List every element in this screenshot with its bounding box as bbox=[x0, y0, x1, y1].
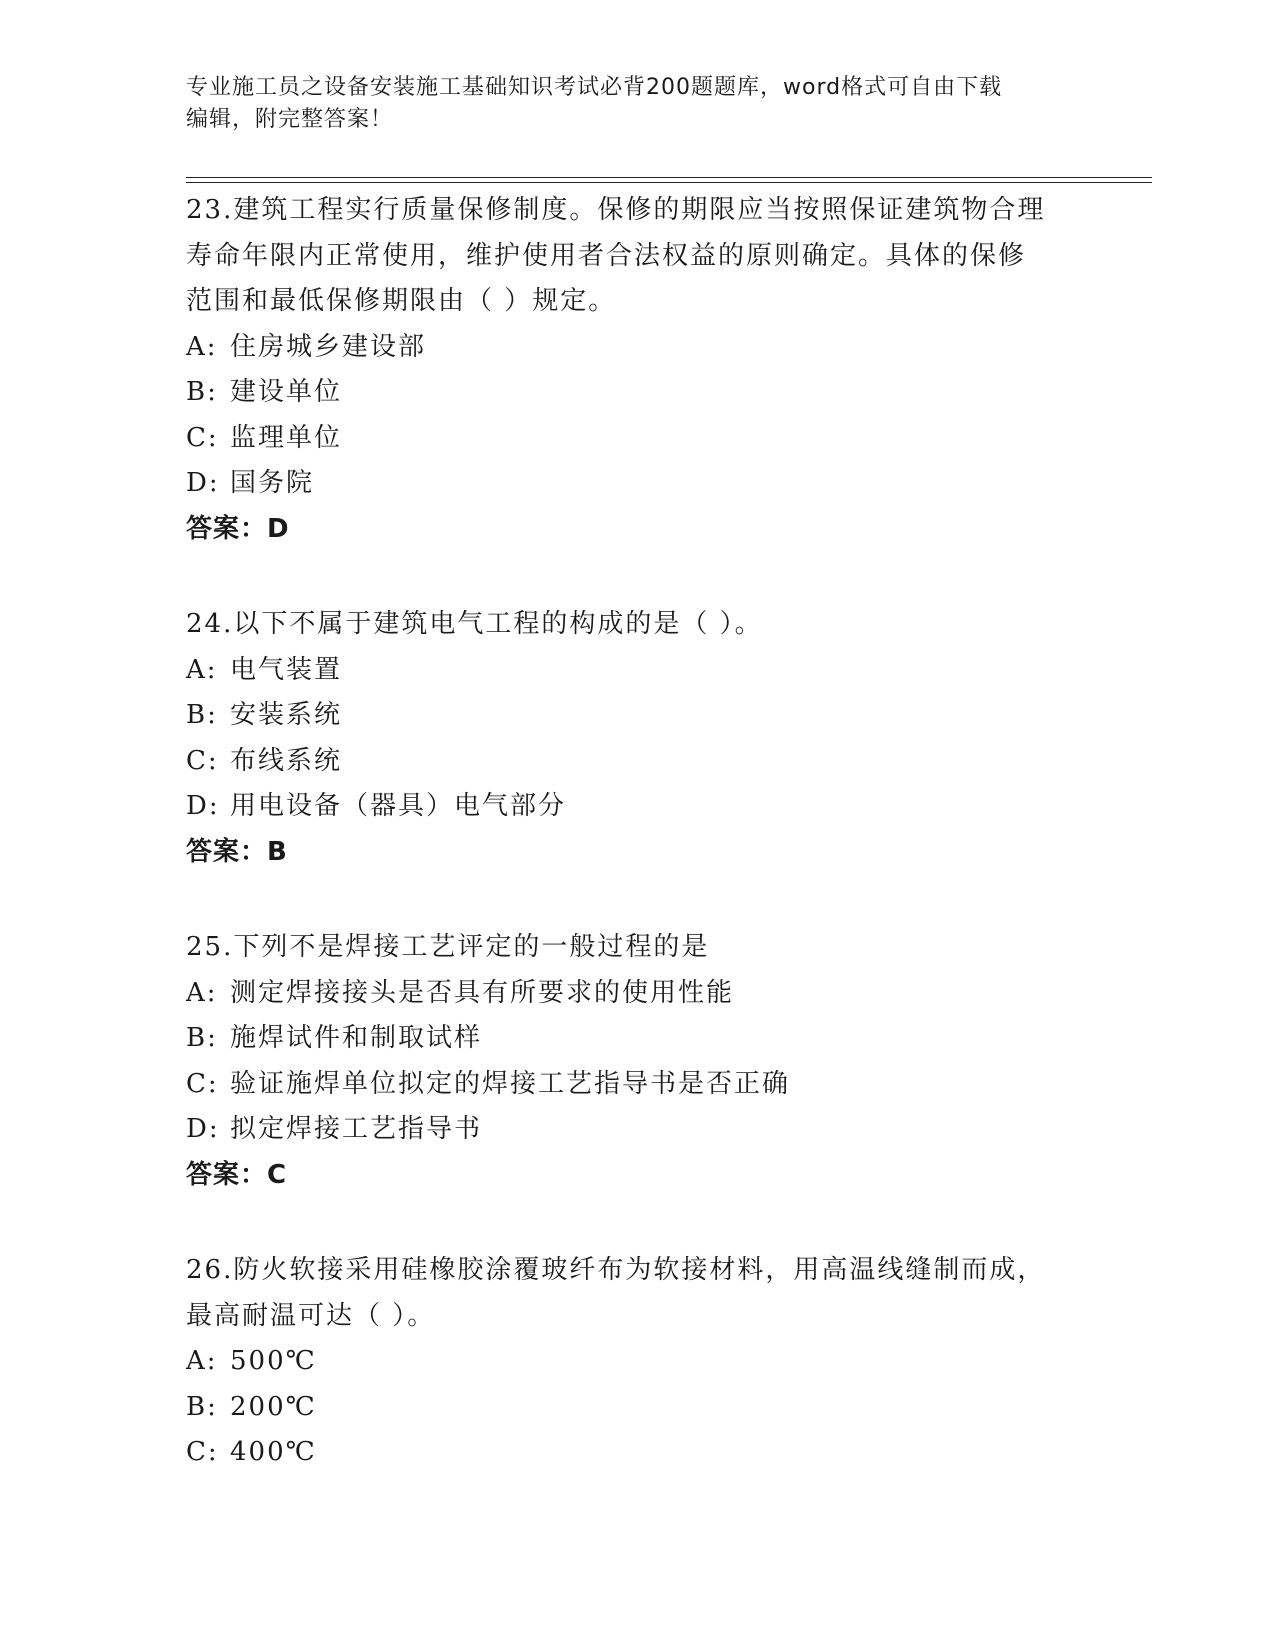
option-text: 电气装置 bbox=[230, 654, 343, 685]
document-header bbox=[186, 72, 1066, 136]
option-letter: B: bbox=[186, 1023, 218, 1053]
option-text: 用电设备（器具）电气部分 bbox=[230, 791, 567, 821]
option-text: 安装系统 bbox=[230, 700, 343, 730]
option-text: 验证施焊单位拟定的焊接工艺指导书是否正确 bbox=[230, 1068, 791, 1099]
option-letter: D: bbox=[186, 468, 220, 498]
option-d bbox=[186, 1107, 1086, 1153]
option-letter: C: bbox=[186, 1437, 219, 1467]
option-letter: A: bbox=[186, 331, 218, 362]
option-text: 500℃ bbox=[230, 1346, 317, 1376]
answer-line: 答案：B bbox=[186, 836, 288, 867]
option-a bbox=[186, 1339, 1086, 1385]
stem-line: 最高耐温可达（ ）。 bbox=[186, 1300, 436, 1331]
option-b bbox=[186, 1385, 1086, 1431]
option-text: 400℃ bbox=[230, 1437, 317, 1467]
option-letter: B: bbox=[186, 377, 218, 407]
option-letter: C: bbox=[186, 745, 219, 776]
question-item bbox=[186, 188, 1086, 552]
header-line: 编辑，附完整答案！ bbox=[186, 107, 394, 132]
question-item bbox=[186, 602, 1086, 875]
option-letter: C: bbox=[186, 1068, 219, 1099]
option-c bbox=[186, 1430, 1086, 1476]
answer-line: 答案：C bbox=[186, 1159, 288, 1190]
question-stem bbox=[186, 602, 1086, 648]
option-letter: B: bbox=[186, 1391, 218, 1422]
option-b bbox=[186, 693, 1086, 739]
option-letter: A: bbox=[186, 654, 218, 685]
stem-line: 25.下列不是焊接工艺评定的一般过程的是 bbox=[186, 932, 710, 962]
option-text: 200℃ bbox=[230, 1391, 317, 1422]
option-text: 监理单位 bbox=[230, 422, 343, 453]
option-d bbox=[186, 461, 1086, 507]
option-text: 测定焊接接头是否具有所要求的使用性能 bbox=[230, 977, 735, 1008]
option-letter: D: bbox=[186, 791, 220, 821]
header-divider bbox=[186, 177, 1152, 178]
option-a bbox=[186, 971, 1086, 1017]
option-b bbox=[186, 1016, 1086, 1062]
option-c bbox=[186, 416, 1086, 462]
stem-line: 范围和最低保修期限由（ ）规定。 bbox=[186, 286, 617, 316]
question-list bbox=[186, 188, 1086, 1526]
header-divider bbox=[186, 182, 1152, 183]
stem-line: 24.以下不属于建筑电气工程的构成的是（ ）。 bbox=[186, 609, 763, 639]
option-letter: A: bbox=[186, 1346, 218, 1376]
option-letter: B: bbox=[186, 700, 218, 730]
option-text: 施焊试件和制取试样 bbox=[230, 1023, 483, 1053]
option-text: 国务院 bbox=[230, 468, 315, 498]
option-d bbox=[186, 784, 1086, 830]
option-c bbox=[186, 739, 1086, 785]
question-stem bbox=[186, 188, 1086, 325]
option-a bbox=[186, 325, 1086, 371]
option-c bbox=[186, 1062, 1086, 1108]
question-item bbox=[186, 1248, 1086, 1476]
option-letter: A: bbox=[186, 977, 218, 1008]
question-stem bbox=[186, 1248, 1086, 1339]
option-text: 住房城乡建设部 bbox=[230, 331, 427, 362]
option-letter: D: bbox=[186, 1114, 220, 1144]
option-letter: C: bbox=[186, 422, 219, 453]
stem-line: 寿命年限内正常使用，维护使用者合法权益的原则确定。具体的保修 bbox=[186, 240, 1027, 271]
option-b bbox=[186, 370, 1086, 416]
option-text: 建设单位 bbox=[230, 377, 343, 407]
option-text: 拟定焊接工艺指导书 bbox=[230, 1114, 483, 1144]
option-text: 布线系统 bbox=[230, 745, 343, 776]
question-item bbox=[186, 925, 1086, 1198]
stem-line: 26.防火软接采用硅橡胶涂覆玻纤布为软接材料，用高温线缝制而成， bbox=[186, 1255, 1046, 1285]
option-a bbox=[186, 648, 1086, 694]
header-line: 专业施工员之设备安装施工基础知识考试必背200题题库，word格式可自由下载 bbox=[186, 75, 1003, 100]
stem-line: 23.建筑工程实行质量保修制度。保修的期限应当按照保证建筑物合理 bbox=[186, 195, 1046, 225]
question-stem bbox=[186, 925, 1086, 971]
answer-line: 答案：D bbox=[186, 513, 290, 544]
